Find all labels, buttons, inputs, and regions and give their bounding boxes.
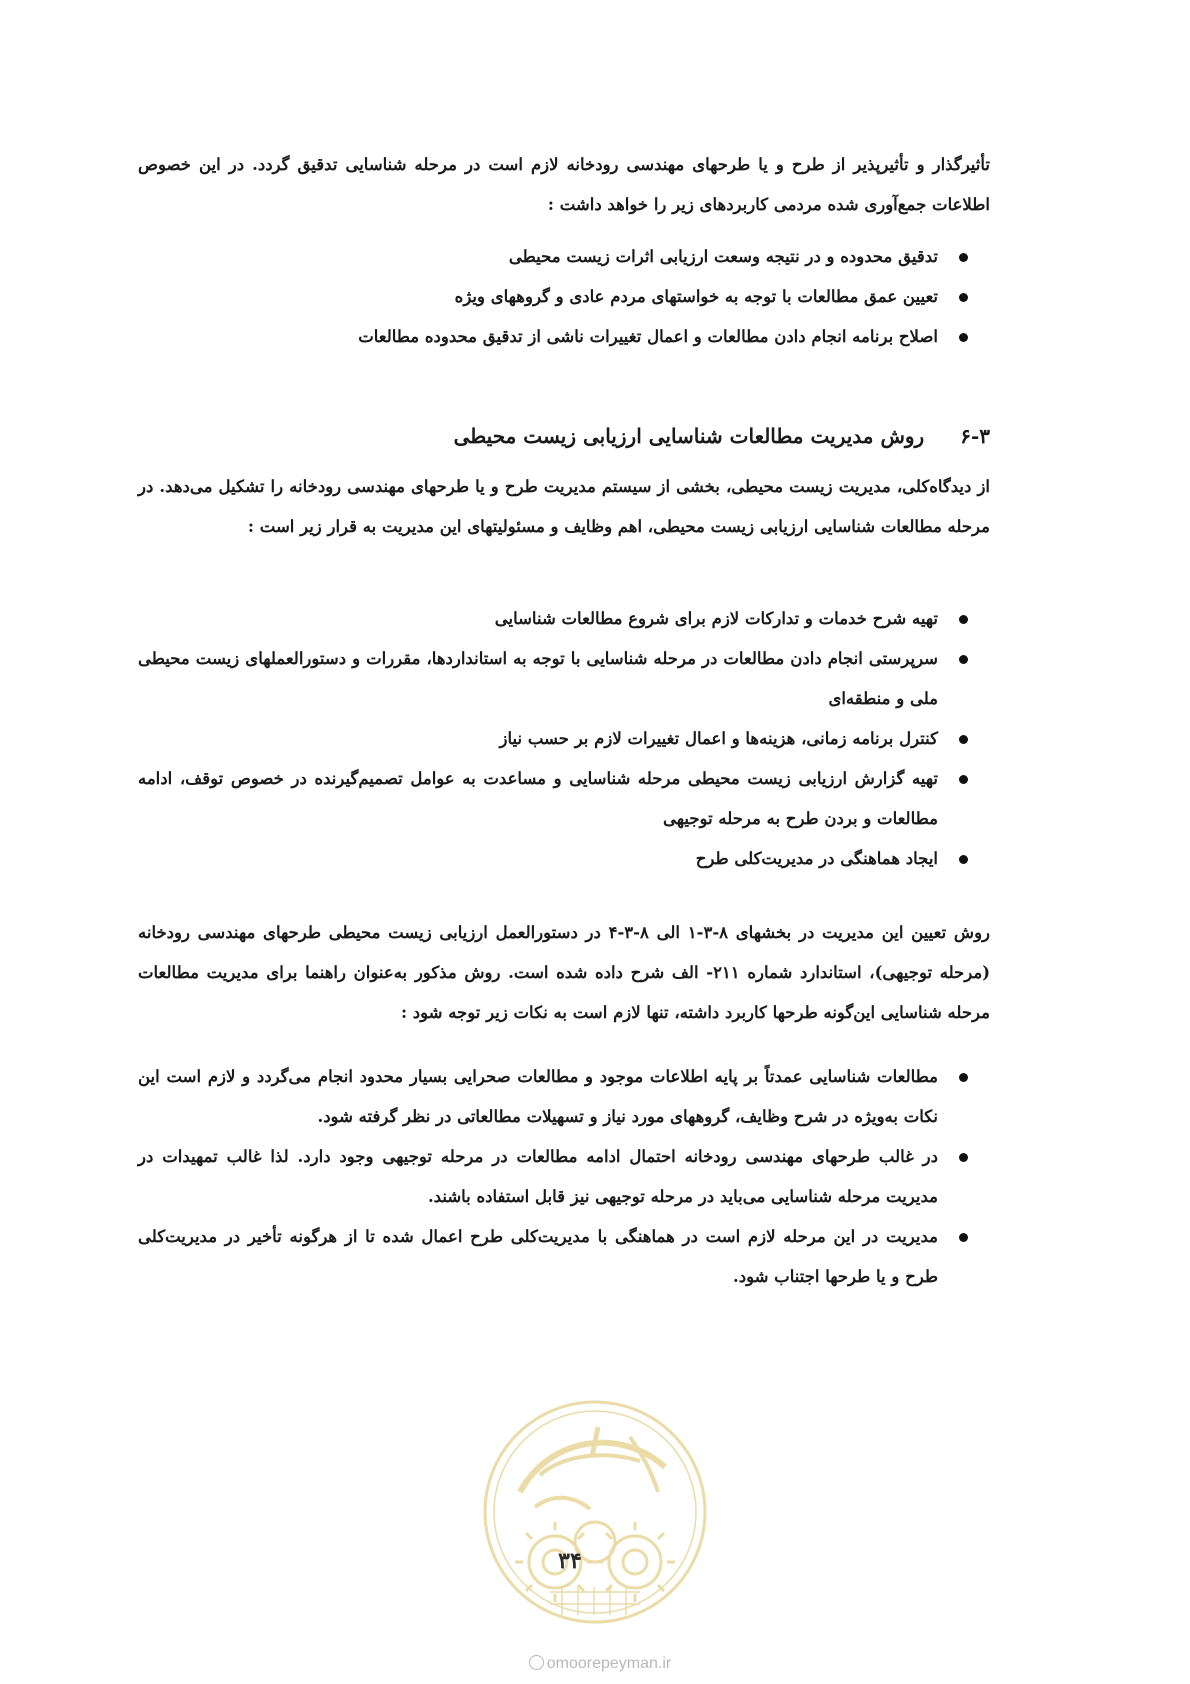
section-heading xyxy=(138,418,990,454)
list-item xyxy=(138,1217,990,1297)
list-item-text: تهیه شرح خدمات و تدارکات لازم برای شروع مطالعات شناسایی xyxy=(494,609,938,628)
list-item-text: تدقیق محدوده و در نتیجه وسعت ارزیابی اثرات زیست محیطی xyxy=(508,247,938,266)
list-item xyxy=(138,719,990,759)
bullet-icon xyxy=(959,735,968,744)
list-item-text: کنترل برنامه زمانی، هزینه‌ها و اعمال تغییرات لازم بر حسب نیاز xyxy=(499,729,938,748)
list-item xyxy=(138,1137,990,1217)
intro-paragraph: تأثیرگذار و تأثیرپذیر از طرح و یا طرحهای مهندسی رودخانه لازم است در مرحله شناسایی تدقیق گردد. در این خصوص اطلاعات جمع‌آوری شده مردمی کاربردهای زیر را خواهد داشت : xyxy=(138,155,990,214)
bullet-icon xyxy=(959,333,968,342)
section-number: ۶-۳ xyxy=(960,424,990,448)
bullet-icon xyxy=(959,855,968,864)
page-number: ۳۴ xyxy=(558,1548,582,1574)
bullet-list-notes xyxy=(138,1057,990,1297)
list-item-text: سرپرستی انجام دادن مطالعات در مرحله شناسایی با توجه به استانداردها، مقررات و دستورالعملهای زیست محیطی ملی و منطقه‌ای xyxy=(138,649,938,708)
list-item-text: تعیین عمق مطالعات با توجه به خواستهای مردم عادی و گروههای ویژه xyxy=(454,287,938,306)
list-item xyxy=(138,317,990,357)
bullet-icon xyxy=(959,655,968,664)
list-item xyxy=(138,759,990,839)
bullet-list-duties xyxy=(138,599,990,879)
watermark-url xyxy=(490,1655,710,1673)
bullet-icon xyxy=(959,775,968,784)
list-item xyxy=(138,237,990,277)
section-title: روش مدیریت مطالعات شناسایی ارزیابی زیست محیطی xyxy=(453,424,925,448)
bullet-list-outcomes xyxy=(138,237,990,357)
watermark-url-text: omoorepeyman.ir xyxy=(546,1655,672,1672)
list-item-text: مطالعات شناسایی عمدتاً بر پایه اطلاعات موجود و مطالعات صحرایی بسیار محدود انجام می‌گردد و لازم است این نکات به‌ویژه در شرح وظایف، گروههای مورد نیاز و تسهیلات مطالعاتی در نظر گرفته شود. xyxy=(138,1067,938,1126)
bullet-icon xyxy=(959,293,968,302)
list-item xyxy=(138,839,990,879)
watermark-seal-icon xyxy=(480,1397,710,1627)
list-item-text: اصلاح برنامه انجام دادن مطالعات و اعمال تغییرات ناشی از تدقیق محدوده مطالعات xyxy=(358,327,938,346)
list-item xyxy=(138,277,990,317)
list-item xyxy=(138,639,990,719)
globe-icon xyxy=(529,1655,544,1670)
list-item xyxy=(138,1057,990,1137)
list-item xyxy=(138,599,990,639)
bullet-icon xyxy=(959,1153,968,1162)
bullet-icon xyxy=(959,253,968,262)
bullet-icon xyxy=(959,1073,968,1082)
method-paragraph: روش تعیین این مدیریت در بخشهای ۸-۳-۱ الی ۸-۳-۴ در دستورالعمل ارزیابی زیست محیطی طرحهای مهندسی رودخانه (مرحله توجیهی)، استاندارد شماره ۲۱۱- الف شرح داده شده است. روش مذکور به‌عنوان راهنما برای مدیریت مطالعات مرحله شناسایی این‌گونه طرحها کاربرد داشته، تنها لازم است به نکات زیر توجه شود : xyxy=(138,923,991,1022)
list-item-text: در غالب طرحهای مهندسی رودخانه احتمال ادامه مطالعات در مرحله توجیهی وجود دارد. لذا غالب تمهیدات در مدیریت مرحله شناسایی می‌باید در مرحله توجیهی نیز قابل استفاده باشند. xyxy=(138,1147,938,1206)
list-item-text: تهیه گزارش ارزیابی زیست محیطی مرحله شناسایی و مساعدت به عوامل تصمیم‌گیرنده در خصوص توقف، ادامه مطالعات و بردن طرح به مرحله توجیهی xyxy=(138,769,938,828)
list-item-text: مدیریت در این مرحله لازم است در هماهنگی با مدیریت‌کلی طرح اعمال شده تا از هرگونه تأخیر در مدیریت‌کلی طرح و یا طرحها اجتناب شود. xyxy=(138,1227,938,1286)
bullet-icon xyxy=(959,1233,968,1242)
bullet-icon xyxy=(959,615,968,624)
section-paragraph: از دیدگاه‌کلی، مدیریت زیست محیطی، بخشی از سیستم مدیریت طرح و یا طرحهای مهندسی رودخانه را تشکیل می‌دهد. در مرحله مطالعات شناسایی ارزیابی زیست محیطی، اهم وظایف و مسئولیتهای این مدیریت به قرار زیر است : xyxy=(138,477,990,536)
list-item-text: ایجاد هماهنگی در مدیریت‌کلی طرح xyxy=(695,849,938,868)
